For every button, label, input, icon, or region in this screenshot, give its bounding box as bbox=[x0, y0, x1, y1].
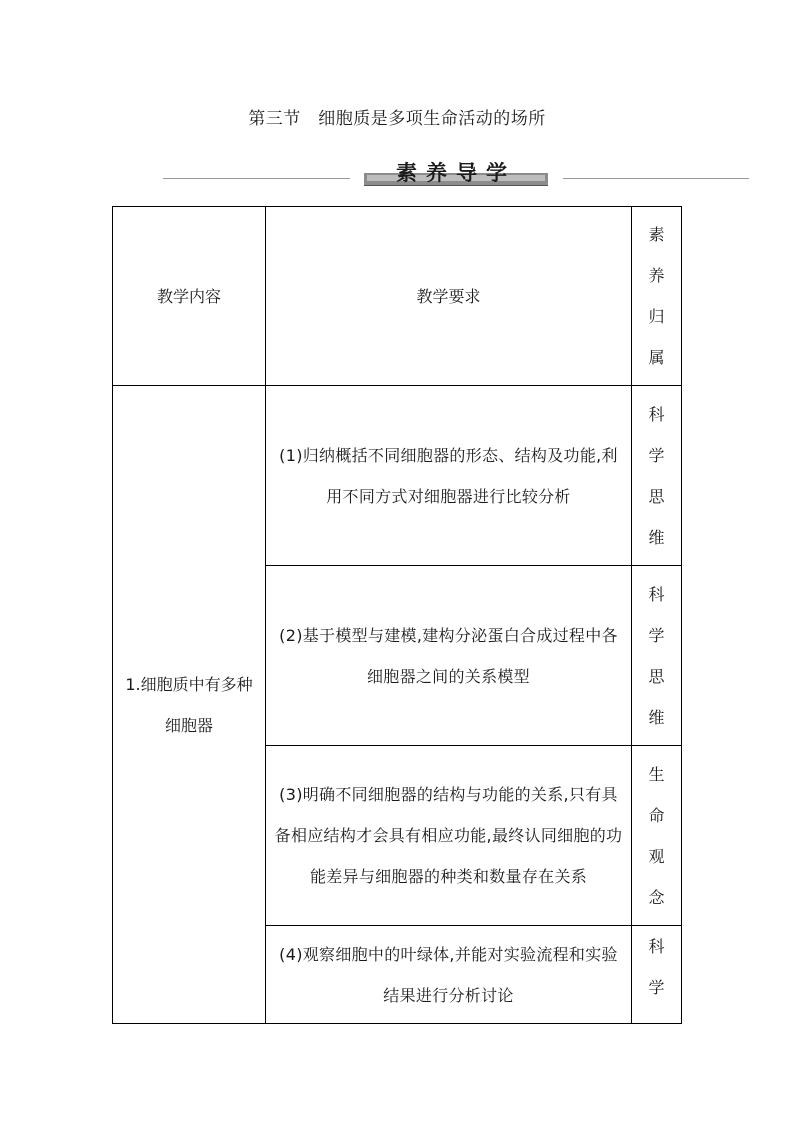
requirement-cell: (2)基于模型与建模,建构分泌蛋白合成过程中各细胞器之间的关系模型 bbox=[266, 566, 632, 746]
teaching-table bbox=[112, 206, 682, 1024]
header-literacy-text: 素养归属 bbox=[648, 225, 665, 367]
section-banner bbox=[364, 161, 548, 185]
literacy-text: 生命观念 bbox=[648, 764, 665, 907]
literacy-text: 科学思维 bbox=[648, 404, 665, 547]
literacy-text: 科学 bbox=[648, 937, 665, 997]
banner-title: 素养导学 bbox=[396, 161, 516, 185]
header-content: 教学内容 bbox=[113, 207, 266, 386]
table-header-row bbox=[113, 207, 682, 386]
requirement-cell: (1)归纳概括不同细胞器的形态、结构及功能,利用不同方式对细胞器进行比较分析 bbox=[266, 386, 632, 566]
literacy-cell bbox=[632, 386, 682, 566]
banner-divider-right bbox=[563, 178, 749, 179]
literacy-cell bbox=[632, 926, 682, 1024]
table-row bbox=[113, 386, 682, 566]
page-title: 第三节 细胞质是多项生命活动的场所 bbox=[248, 109, 546, 129]
literacy-cell bbox=[632, 566, 682, 746]
header-literacy bbox=[632, 207, 682, 386]
literacy-cell bbox=[632, 746, 682, 926]
literacy-text: 科学思维 bbox=[648, 584, 665, 727]
header-requirement: 教学要求 bbox=[266, 207, 632, 386]
requirement-cell: (3)明确不同细胞器的结构与功能的关系,只有具备相应结构才会具有相应功能,最终认同细胞的功能差异与细胞器的种类和数量存在关系 bbox=[266, 746, 632, 926]
banner-divider-left bbox=[163, 178, 350, 179]
requirement-cell: (4)观察细胞中的叶绿体,并能对实验流程和实验结果进行分析讨论 bbox=[266, 926, 632, 1024]
section-cell: 1.细胞质中有多种细胞器 bbox=[113, 386, 266, 1024]
